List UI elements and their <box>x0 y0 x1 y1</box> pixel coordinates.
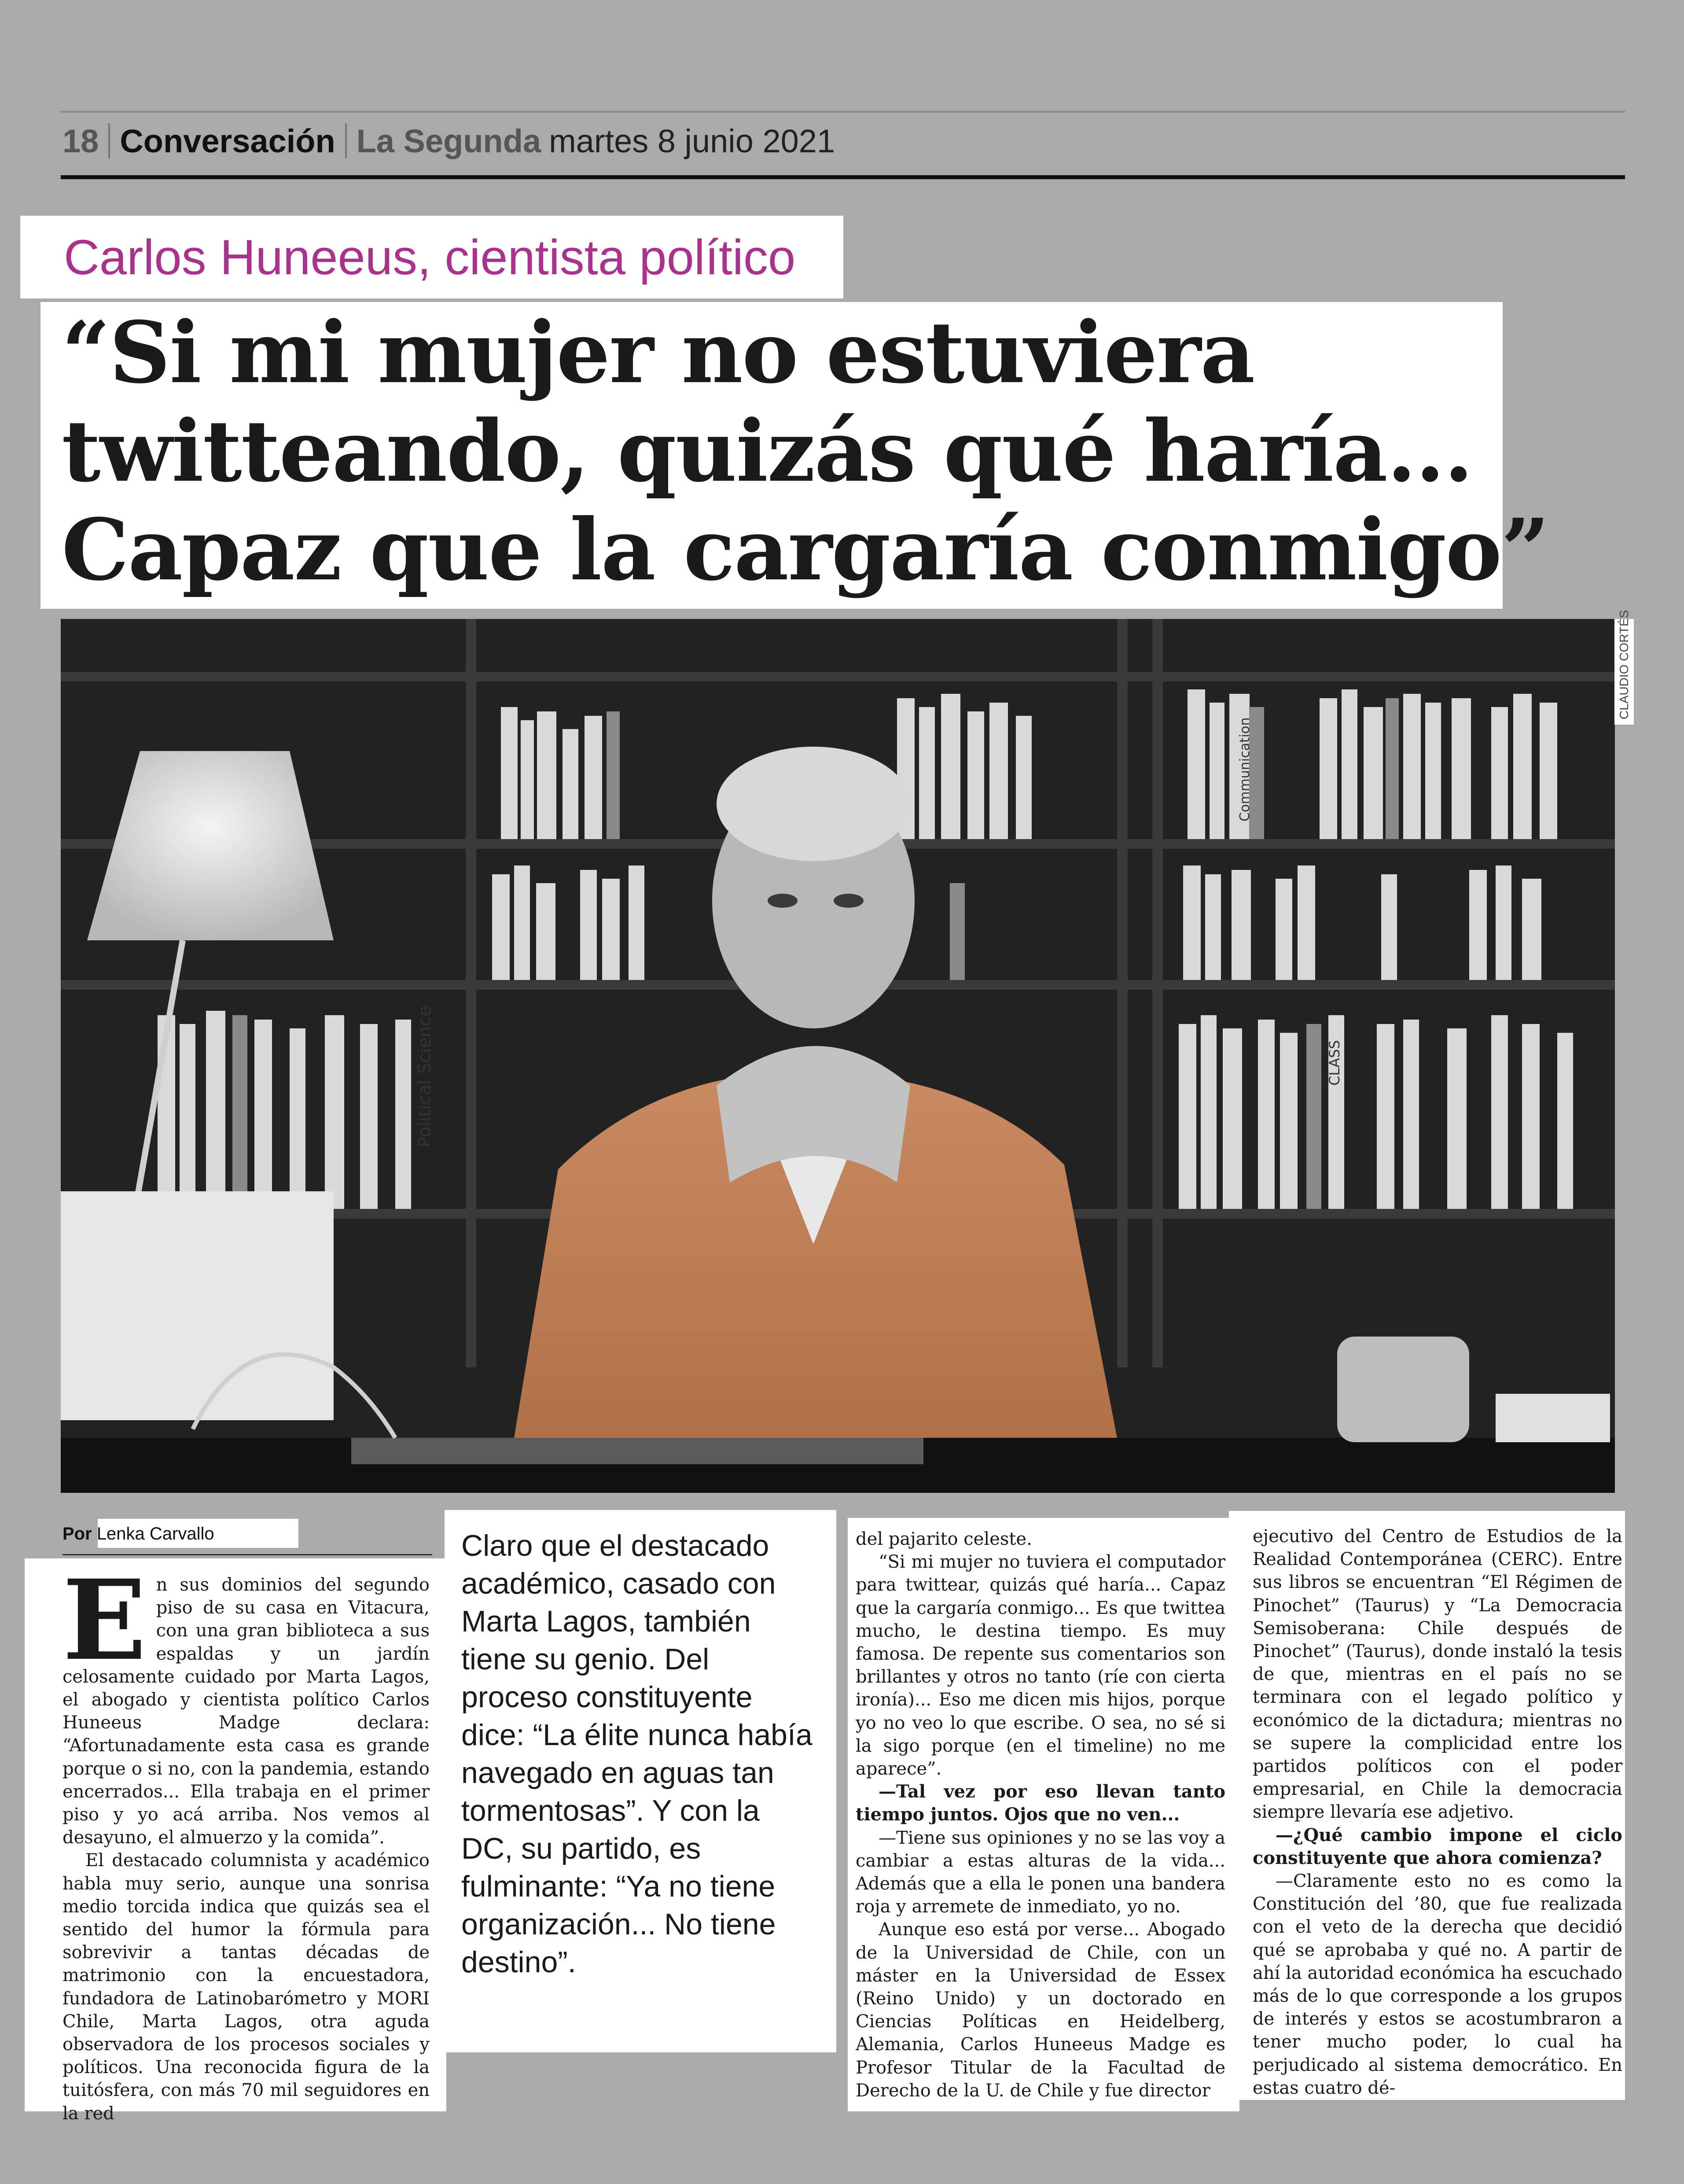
pull-quote: Claro que el destacado académico, casado con Marta Lagos, también tiene su genio. Del proceso constituyente dice: “La élite nunca había navegado en aguas tan tormentosas”. Y con la DC, su partido, es fulminante: “Ya no tiene organización... No tiene destino”. <box>461 1529 813 1979</box>
byline-author: Lenka Carvallo <box>96 1524 214 1543</box>
photo-credit-box <box>1614 610 1634 725</box>
page-header <box>63 119 835 163</box>
kicker: Carlos Huneeus, cientista político <box>64 230 796 285</box>
photo-illustration <box>61 619 1615 1493</box>
paragraph: n sus dominios del segundo piso de su casa en Vitacura, con una gran biblioteca a sus espaldas y un jardín celosamente cuidado por Marta Lagos, el abogado y cientista político Carlos Huneeus Madge declara: “Afortunadamente esta casa es grande porque o si no, con la pandemia, estando encerrados... Ella trabaja en el primer piso y yo acá arriba. Nos vemos al desayuno, el almuerzo y la comida”. <box>63 1575 430 1848</box>
article-column-3 <box>856 1528 1225 2102</box>
headline-line: twitteando, quizás qué haría... <box>62 402 1473 501</box>
book-spine-text: Political Science <box>415 1005 435 1147</box>
window <box>61 1191 334 1420</box>
header-top-rule <box>61 111 1625 113</box>
portrait-photo <box>61 619 1615 1493</box>
headline-line: Capaz que la cargaría conmigo” <box>62 501 1549 600</box>
section-name: Conversación <box>120 122 335 159</box>
header-divider <box>345 123 347 158</box>
interview-question: —¿Qué cambio impone el ciclo constituyente que ahora comienza? <box>1253 1824 1622 1868</box>
byline <box>63 1524 214 1544</box>
paragraph: —Claramente esto no es como la Constitución del ’80, que fue realizada con el veto de la derecha que decidió qué se aprobaba y qué no. A partir de ahí la autoridad económica ha escuchado más de lo que corresponde a los grupos de interés y estos se acostumbraron a tener mucho poder, lo cual ha perjudicado al sistema democrático. En estas cuatro dé- <box>1253 1871 1622 2098</box>
issue-date: martes 8 junio 2021 <box>549 122 835 159</box>
book-spine-text: Communication <box>1237 717 1253 821</box>
book-spine-text: CLASS <box>1326 1040 1343 1086</box>
papers <box>1496 1394 1610 1442</box>
paragraph: ejecutivo del Centro de Estudios de la Realidad Contemporánea (CERC). Entre sus libros se encuentran “El Régimen de Pinochet” (Taurus) y “La Democracia Semisoberana: Chile después de Pinochet” (Taurus), donde instaló la tesis de que, mientras en el país no se terminara con el legado político y económico de la dictadura; mientras no se supere la complicidad entre los partidos políticos con el poder empresarial, en Chile la democracia siempre llevaría ese adjetivo. <box>1253 1526 1622 1823</box>
hair <box>717 747 910 861</box>
header-bottom-rule <box>61 175 1625 179</box>
paragraph: Aunque eso está por verse... Abogado de la Universidad de Chile, con un máster en la Universidad de Essex (Reino Unido) y un doctorado en Ciencias Políticas en Heidelberg, Alemania, Carlos Huneeus Madge es Profesor Titular de la Facultad de Derecho de la U. de Chile y fue director <box>856 1919 1225 2101</box>
article-column-4 <box>1253 1525 1622 2099</box>
photo-credit: CLAUDIO CORTÉS <box>1617 610 1631 719</box>
header-divider <box>108 123 110 158</box>
paragraph: del pajarito celeste. <box>856 1529 1032 1549</box>
byline-prefix: Por <box>63 1524 92 1543</box>
paragraph: El destacado columnista y académico habla muy serio, aunque una sonrisa medio torcida indica que quizás sea el sentido del humor la fórmula para sobrevivir a tantas décadas de matrimonio con la encuestadora, fundadora de Latinobarómetro y MORI Chile, Marta Lagos, otra aguda observadora de los procesos sociales y políticos. Una reconocida figura de la tuitósfera, con más 70 mil seguidores en la red <box>63 1850 430 2124</box>
drop-cap: E <box>63 1555 147 1685</box>
paragraph: —Tiene sus opiniones y no se las voy a cambiar a estas alturas de la vida... Además que a ella le ponen una bandera roja y arremete de inmediato, yo no. <box>856 1827 1225 1917</box>
paragraph: “Si mi mujer no tuviera el computador para twittear, quizás qué haría... Capaz que la cargaría conmigo... Es que twittea mucho, le destina tiempo. Es muy famosa. De repente sus comentarios son brillantes y otros no tanto (ríe con cierta ironía)... Eso me dicen mis hijos, porque yo no veo lo que escribe. O sea, no sé si la sigo porque (en el timeline) no me aparece”. <box>856 1552 1225 1779</box>
headline-line: “Si mi mujer no estuviera <box>62 303 1254 402</box>
headline <box>62 303 1549 600</box>
page-number: 18 <box>63 122 99 159</box>
newspaper-name: La Segunda <box>356 122 541 159</box>
interview-question: —Tal vez por eso llevan tanto tiempo juntos. Ojos que no ven... <box>856 1781 1225 1825</box>
tape-dispenser <box>1337 1337 1469 1442</box>
article-column-1 <box>63 1555 430 2125</box>
